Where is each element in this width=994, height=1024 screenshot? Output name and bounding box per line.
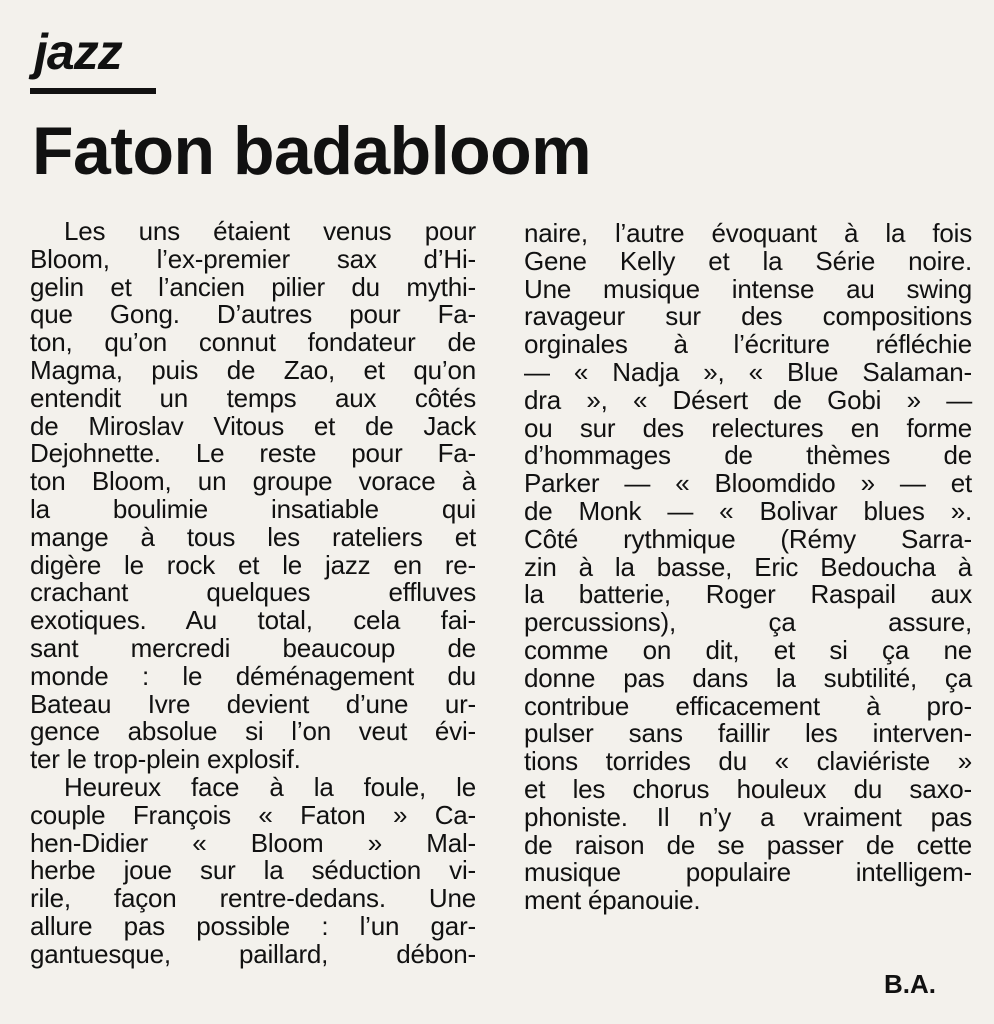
kicker-underline xyxy=(30,88,156,94)
text-line: naire, l’autre évoquant à la fois xyxy=(524,218,972,248)
text-line: Heureux face à la foule, le xyxy=(64,771,476,802)
text-line: allure pas possible : l’un gar- xyxy=(30,910,476,941)
article-column-right xyxy=(524,220,972,915)
text-line: de Miroslav Vitous et de Jack xyxy=(30,410,476,441)
text-line: d’hommages de thèmes de xyxy=(524,440,972,471)
text-line: Côté rythmique (Rémy Sarra- xyxy=(524,523,972,554)
text-line: ment épanouie. xyxy=(524,885,701,916)
text-line: ter le trop-plein explosif. xyxy=(30,744,301,775)
text-line: zin à la basse, Eric Bedoucha à xyxy=(524,551,972,582)
text-line: Magma, puis de Zao, et qu’on xyxy=(30,354,476,385)
text-line: gelin et l’ancien pilier du mythi- xyxy=(30,271,476,302)
text-line: comme on dit, et si ça ne xyxy=(524,634,972,665)
text-line: que Gong. D’autres pour Fa- xyxy=(30,299,476,330)
text-line: sant mercredi beaucoup de xyxy=(30,632,476,663)
text-line: percussions), ça assure, xyxy=(524,607,972,638)
text-line: contribue efficacement à pro- xyxy=(524,690,972,721)
author-signature: B.A. xyxy=(884,969,936,999)
text-line: — « Nadja », « Blue Salaman- xyxy=(524,356,972,387)
text-line: dra », « Désert de Gobi » — xyxy=(524,384,972,415)
text-line: ou sur des relectures en forme xyxy=(524,412,972,443)
text-line: ton Bloom, un groupe vorace à xyxy=(30,466,476,497)
text-line: orginales à l’écriture réfléchie xyxy=(524,329,972,360)
text-line: gence absolue si l’on veut évi- xyxy=(30,716,476,747)
text-line: hen-Didier « Bloom » Mal- xyxy=(30,827,476,858)
text-line: phoniste. Il n’y a vraiment pas xyxy=(524,801,972,832)
text-line: digère le rock et le jazz en re- xyxy=(30,549,476,580)
text-line: de raison de se passer de cette xyxy=(524,829,972,860)
text-line: la batterie, Roger Raspail aux xyxy=(524,579,972,610)
text-line: musique populaire intelligem- xyxy=(524,857,972,888)
text-line: de Monk — « Bolivar blues ». xyxy=(524,495,972,526)
text-line: pulser sans faillir les interven- xyxy=(524,718,972,749)
text-line: et les chorus houleux du saxo- xyxy=(524,773,972,804)
text-line: ravageur sur des compositions xyxy=(524,301,972,332)
section-kicker: jazz xyxy=(34,24,122,80)
text-line: exotiques. Au total, cela fai- xyxy=(30,605,476,636)
text-line: mange à tous les rateliers et xyxy=(30,521,476,552)
text-line: monde : le déménagement du xyxy=(30,660,476,691)
text-line: ton, qu’on connut fondateur de xyxy=(30,327,476,358)
text-line: herbe joue sur la séduction vi- xyxy=(30,855,476,886)
text-line: rile, façon rentre-dedans. Une xyxy=(30,883,476,914)
text-line: donne pas dans la subtilité, ça xyxy=(524,662,972,693)
text-line: Bloom, l’ex-premier sax d’Hi- xyxy=(30,243,476,274)
text-line: Bateau Ivre devient d’une ur- xyxy=(30,688,476,719)
text-line: tions torrides du « claviériste » xyxy=(524,746,972,777)
text-line: entendit un temps aux côtés xyxy=(30,382,476,413)
text-line: Une musique intense au swing xyxy=(524,273,972,304)
text-line: Dejohnette. Le reste pour Fa- xyxy=(30,438,476,469)
text-line: la boulimie insatiable qui xyxy=(30,493,476,524)
text-line: Parker — « Bloomdido » — et xyxy=(524,468,972,499)
article-headline: Faton badabloom xyxy=(32,113,592,189)
article-column-left xyxy=(30,218,476,969)
text-line: couple François « Faton » Ca- xyxy=(30,799,476,830)
text-line: gantuesque, paillard, débon- xyxy=(30,938,476,969)
text-line: Les uns étaient venus pour xyxy=(64,216,476,246)
text-line: Gene Kelly et la Série noire. xyxy=(524,245,972,276)
text-line: crachant quelques effluves xyxy=(30,577,476,608)
